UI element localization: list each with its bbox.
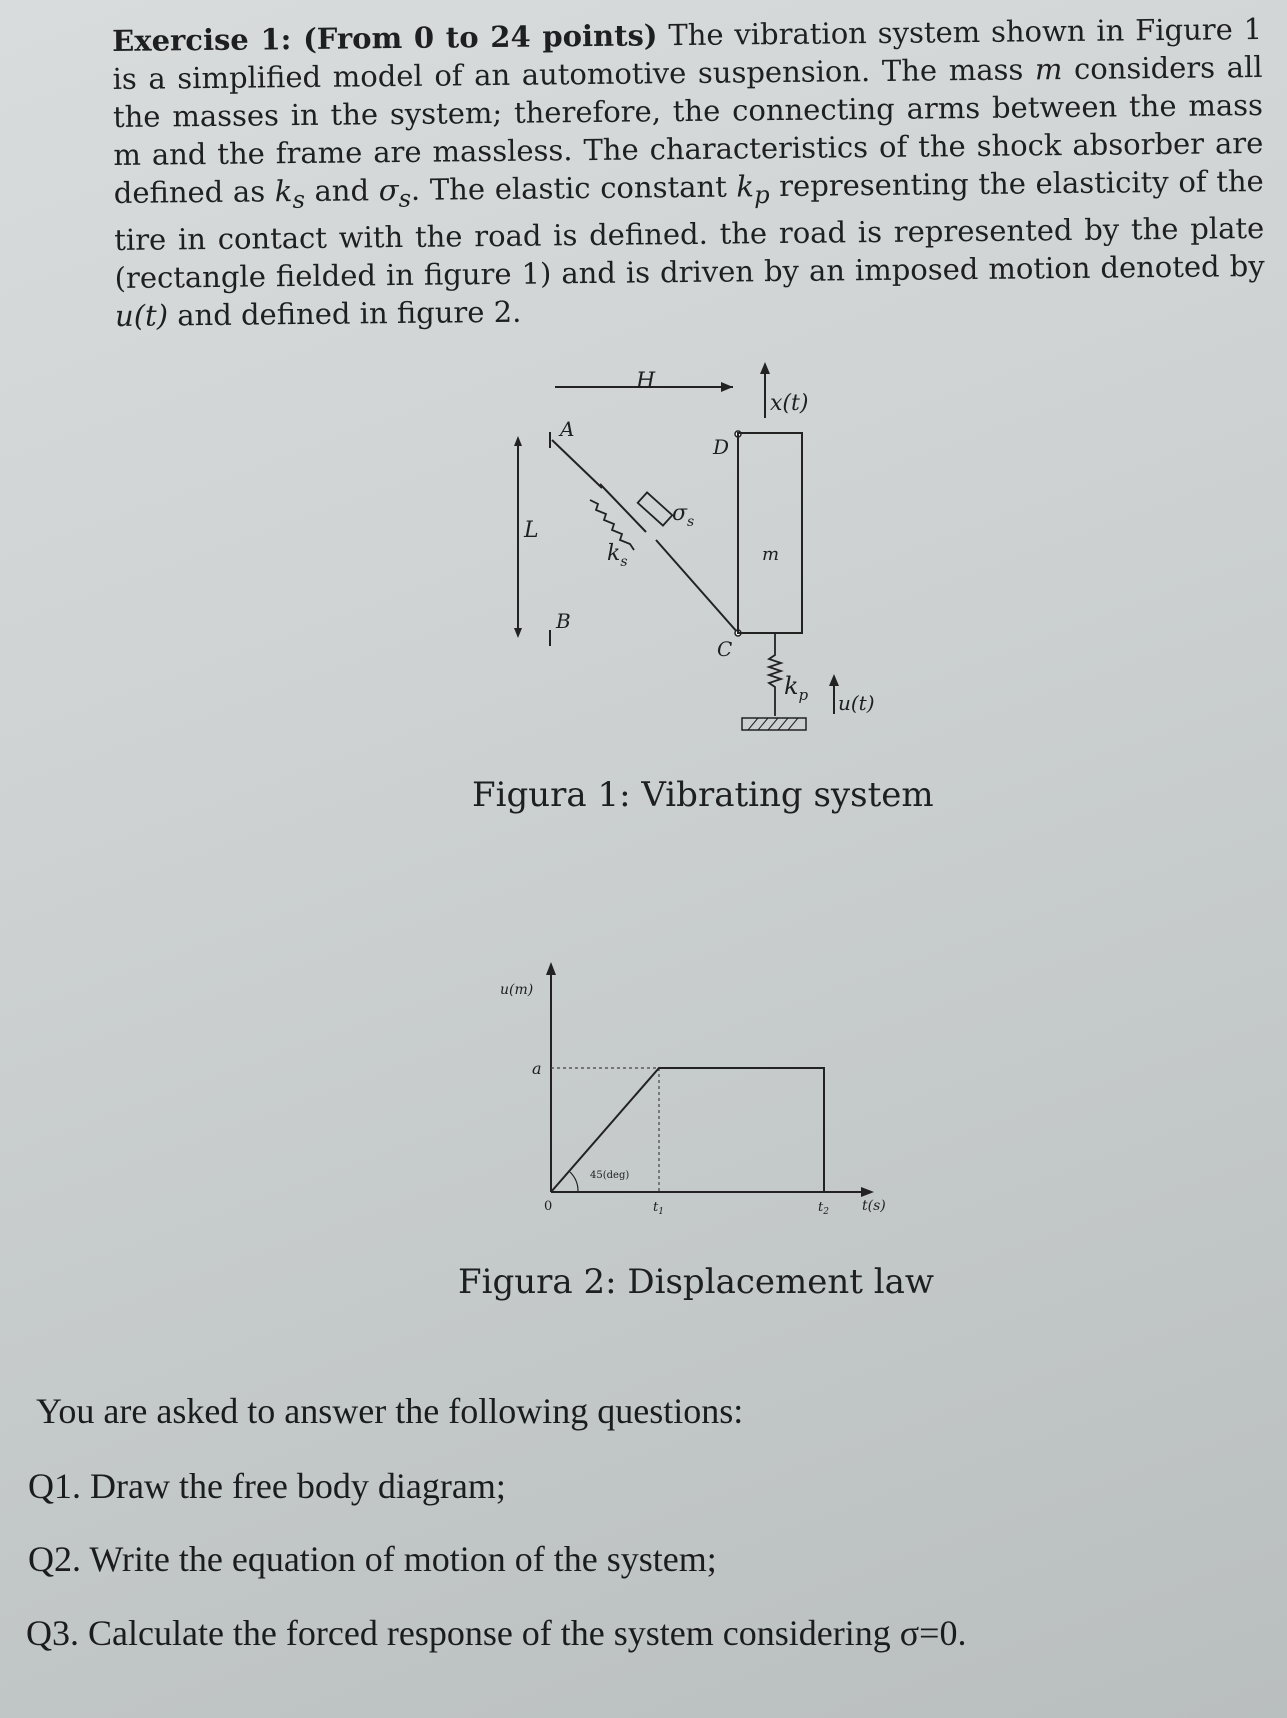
label-D: D xyxy=(713,435,730,459)
arm-A-to-unit xyxy=(552,440,602,488)
connector-bar xyxy=(600,484,646,532)
ks-sub: s xyxy=(292,185,306,214)
label-A: A xyxy=(560,417,575,441)
figure-1-caption: Figura 1: Vibrating system xyxy=(472,775,934,815)
label-m: m xyxy=(762,544,780,565)
plate-hatch xyxy=(758,718,768,730)
dimension-L-bottom-arrow xyxy=(514,628,522,638)
figure-2-caption: Figura 2: Displacement law xyxy=(458,1262,934,1302)
kp-sub: p xyxy=(753,180,770,210)
u-arrow-head xyxy=(829,674,839,686)
question-1: Q1. Draw the free body diagram; xyxy=(28,1466,506,1506)
mass-block xyxy=(738,433,802,633)
mass-symbol: m xyxy=(1034,52,1063,87)
label-sigma-s: $\sigma_s$ xyxy=(672,501,695,530)
t2-label: $t_2$ xyxy=(818,1200,829,1217)
angle-arc xyxy=(570,1172,578,1192)
label-L: L xyxy=(524,518,539,543)
figure-2-chart xyxy=(490,955,910,1220)
label-B: B xyxy=(556,609,571,633)
figure-1-diagram xyxy=(490,355,930,755)
question-2: Q2. Write the equation of motion of the system; xyxy=(28,1539,717,1579)
sigma-symbol: σ xyxy=(378,173,399,208)
y-axis-label: u(m) xyxy=(500,982,534,998)
statement-text-3: . The elastic constant xyxy=(410,169,737,207)
plate-hatch xyxy=(788,718,798,730)
plate-hatch xyxy=(778,718,788,730)
label-x: x(t) xyxy=(770,391,809,416)
spring-kp xyxy=(769,633,781,716)
label-k-s: $k_s$ xyxy=(607,541,628,570)
label-H: H xyxy=(636,369,656,394)
question-3: Q3. Calculate the forced response of the system considering σ=0. xyxy=(26,1613,967,1653)
statement-text-5: and defined in figure 2. xyxy=(167,294,522,333)
ks-symbol: k xyxy=(274,174,293,209)
dimension-H-arrowhead xyxy=(721,382,733,392)
and-word: and xyxy=(304,173,379,208)
plate-hatch xyxy=(768,718,778,730)
angle-label: 45(deg) xyxy=(590,1170,630,1181)
exercise-heading: Exercise 1: (From 0 to 24 points) xyxy=(112,18,658,58)
level-a-label: a xyxy=(532,1059,542,1078)
label-u: u(t) xyxy=(838,691,875,715)
statement-text-4: representing the elasticity of the tire in contact with the road is defined. the road is represented by the plate (rectangle fielded in figure 1) and is driven by an imposed motion denoted by xyxy=(114,163,1265,295)
origin-label: 0 xyxy=(544,1199,553,1214)
damper-sigma xyxy=(638,492,673,525)
t1-label: $t_1$ xyxy=(653,1200,664,1217)
ut-symbol: u(t) xyxy=(114,298,169,333)
plate-hatch xyxy=(748,718,758,730)
kp-symbol: k xyxy=(736,169,755,204)
questions-intro: You are asked to answer the following questions: xyxy=(36,1391,744,1431)
y-axis-arrow xyxy=(546,962,556,975)
x-axis-label: t(s) xyxy=(862,1198,886,1214)
x-arrow-head xyxy=(760,362,770,374)
dimension-L-top-arrow xyxy=(514,436,522,446)
x-axis-arrow xyxy=(861,1187,874,1197)
label-C: C xyxy=(717,637,733,661)
exercise-statement xyxy=(112,10,1265,335)
statement-text-2: considers all the masses in the system; therefore, the connecting arms between the mass m and the frame are massless. The characteristics of the shock absorber are defined as xyxy=(112,49,1264,210)
arm-unit-to-C xyxy=(656,540,738,633)
label-k-p: $k_p$ xyxy=(784,672,809,704)
statement-text-1: The vibration system shown in Figure 1 is a simplified model of an automotive suspension. The mass xyxy=(112,11,1263,96)
sigma-sub: s xyxy=(398,184,412,213)
